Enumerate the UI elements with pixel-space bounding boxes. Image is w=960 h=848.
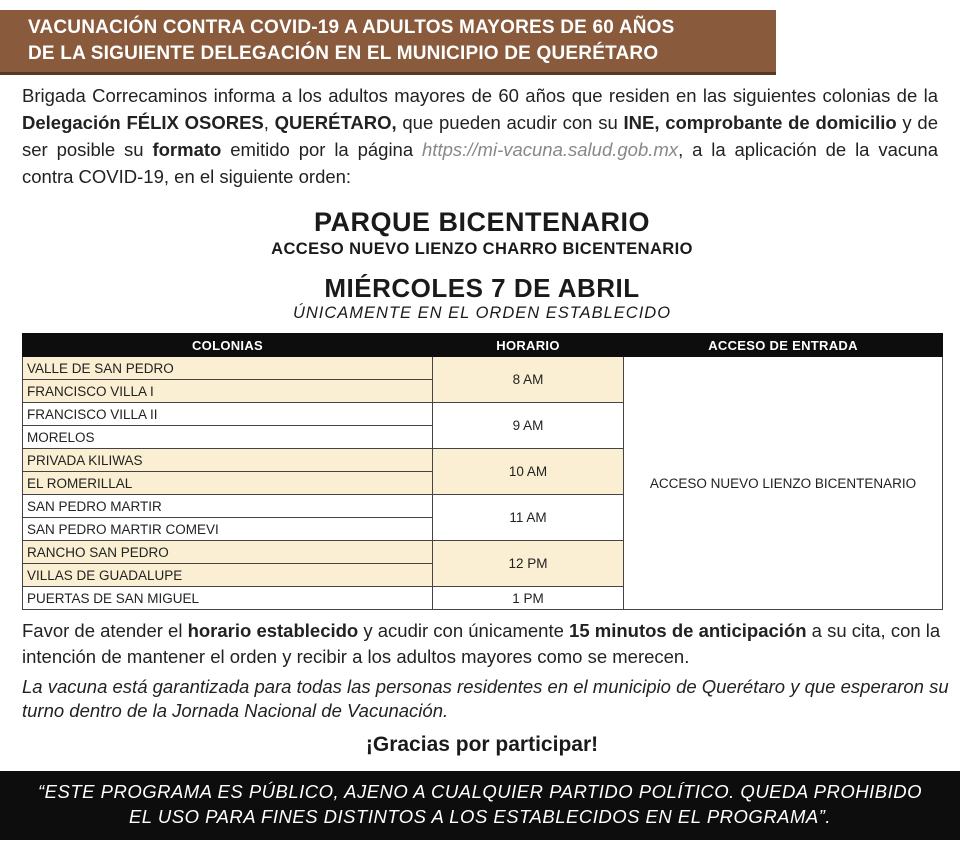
intro-paragraph	[22, 82, 938, 190]
intro-text: Brigada Correcaminos informa a los adultos mayores de 60 años que residen en las siguientes colonias de la	[22, 85, 938, 106]
colonia-cell: SAN PEDRO MARTIR	[23, 495, 433, 518]
intro-documents: INE, comprobante de domicilio	[623, 112, 897, 133]
colonia-cell: VALLE DE SAN PEDRO	[23, 357, 433, 380]
footer-line-2: EL USO PARA FINES DISTINTOS A LOS ESTABLECIDOS EN EL PROGRAMA”.	[128, 806, 832, 827]
horario-cell: 11 AM	[433, 495, 624, 541]
intro-text: ,	[263, 112, 275, 133]
intro-format: formato	[152, 139, 222, 160]
venue-title: PARQUE BICENTENARIO	[313, 207, 651, 237]
intro-delegation: Delegación FÉLIX OSORES	[22, 112, 264, 133]
entrance-cell: ACCESO NUEVO LIENZO BICENTENARIO	[624, 357, 943, 610]
note-text: Favor de atender el	[22, 620, 188, 641]
horario-cell: 9 AM	[433, 403, 624, 449]
note-text: a su cita, con la intención de mantener el orden y recibir a los adultos mayores como se merecen.	[22, 620, 941, 667]
intro-text: y de ser posible su	[22, 112, 939, 160]
intro-text: emitido por la página	[221, 139, 423, 160]
intro-city: QUERÉTARO,	[274, 112, 397, 133]
note-schedule: horario establecido	[187, 620, 359, 641]
guarantee-note: La vacuna está garantizada para todas las personas residentes en el municipio de Querétaro y que esperaron su turno dentro de la Jornada Nacional de Vacunación.	[22, 676, 949, 721]
intro-url-link[interactable]: https://mi-vacuna.salud.gob.mx	[422, 139, 679, 160]
colonia-cell: EL ROMERILLAL	[23, 472, 433, 495]
access-subtitle: ACCESO NUEVO LIENZO CHARRO BICENTENARIO	[271, 240, 693, 258]
date-title: MIÉRCOLES 7 DE ABRIL	[324, 273, 640, 303]
colonia-cell: PRIVADA KILIWAS	[23, 449, 433, 472]
header-title-line-1: VACUNACIÓN CONTRA COVID-19 A ADULTOS MAYORES DE 60 AÑOS	[28, 17, 675, 38]
colonia-cell: FRANCISCO VILLA I	[23, 380, 433, 403]
header-horario: HORARIO	[433, 334, 624, 357]
colonia-cell: MORELOS	[23, 426, 433, 449]
horario-cell: 10 AM	[433, 449, 624, 495]
colonia-cell: VILLAS DE GUADALUPE	[23, 564, 433, 587]
colonia-cell: SAN PEDRO MARTIR COMEVI	[23, 518, 433, 541]
colonia-cell: PUERTAS DE SAN MIGUEL	[23, 587, 433, 610]
header-colonias: COLONIAS	[23, 334, 433, 357]
intro-text: , a la aplicación de la vacuna contra COVID-19, en el siguiente orden:	[22, 139, 938, 187]
header-title-line-2: DE LA SIGUIENTE DELEGACIÓN EN EL MUNICIPIO DE QUERÉTARO	[28, 43, 659, 64]
horario-cell: 1 PM	[433, 587, 624, 610]
schedule-table	[22, 333, 943, 610]
footer-disclaimer	[0, 771, 960, 840]
footer-line-1: “ESTE PROGRAMA ES PÚBLICO, AJENO A CUALQUIER PARTIDO POLÍTICO. QUEDA PROHIBIDO	[38, 781, 922, 802]
intro-text: que pueden acudir con su	[396, 112, 624, 133]
colonia-cell: RANCHO SAN PEDRO	[23, 541, 433, 564]
note-minutes: 15 minutos de anticipación	[569, 620, 807, 641]
horario-cell: 8 AM	[433, 357, 624, 403]
header-banner	[0, 10, 776, 72]
table-row	[23, 357, 943, 380]
colonia-cell: FRANCISCO VILLA II	[23, 403, 433, 426]
horario-cell: 12 PM	[433, 541, 624, 587]
header-acceso: ACCESO DE ENTRADA	[624, 334, 943, 357]
order-note: ÚNICAMENTE EN EL ORDEN ESTABLECIDO	[292, 304, 672, 322]
attendance-note	[22, 618, 942, 670]
table-header-row	[23, 334, 943, 357]
thanks-message: ¡Gracias por participar!	[365, 733, 599, 756]
note-text: y acudir con únicamente	[358, 620, 570, 641]
